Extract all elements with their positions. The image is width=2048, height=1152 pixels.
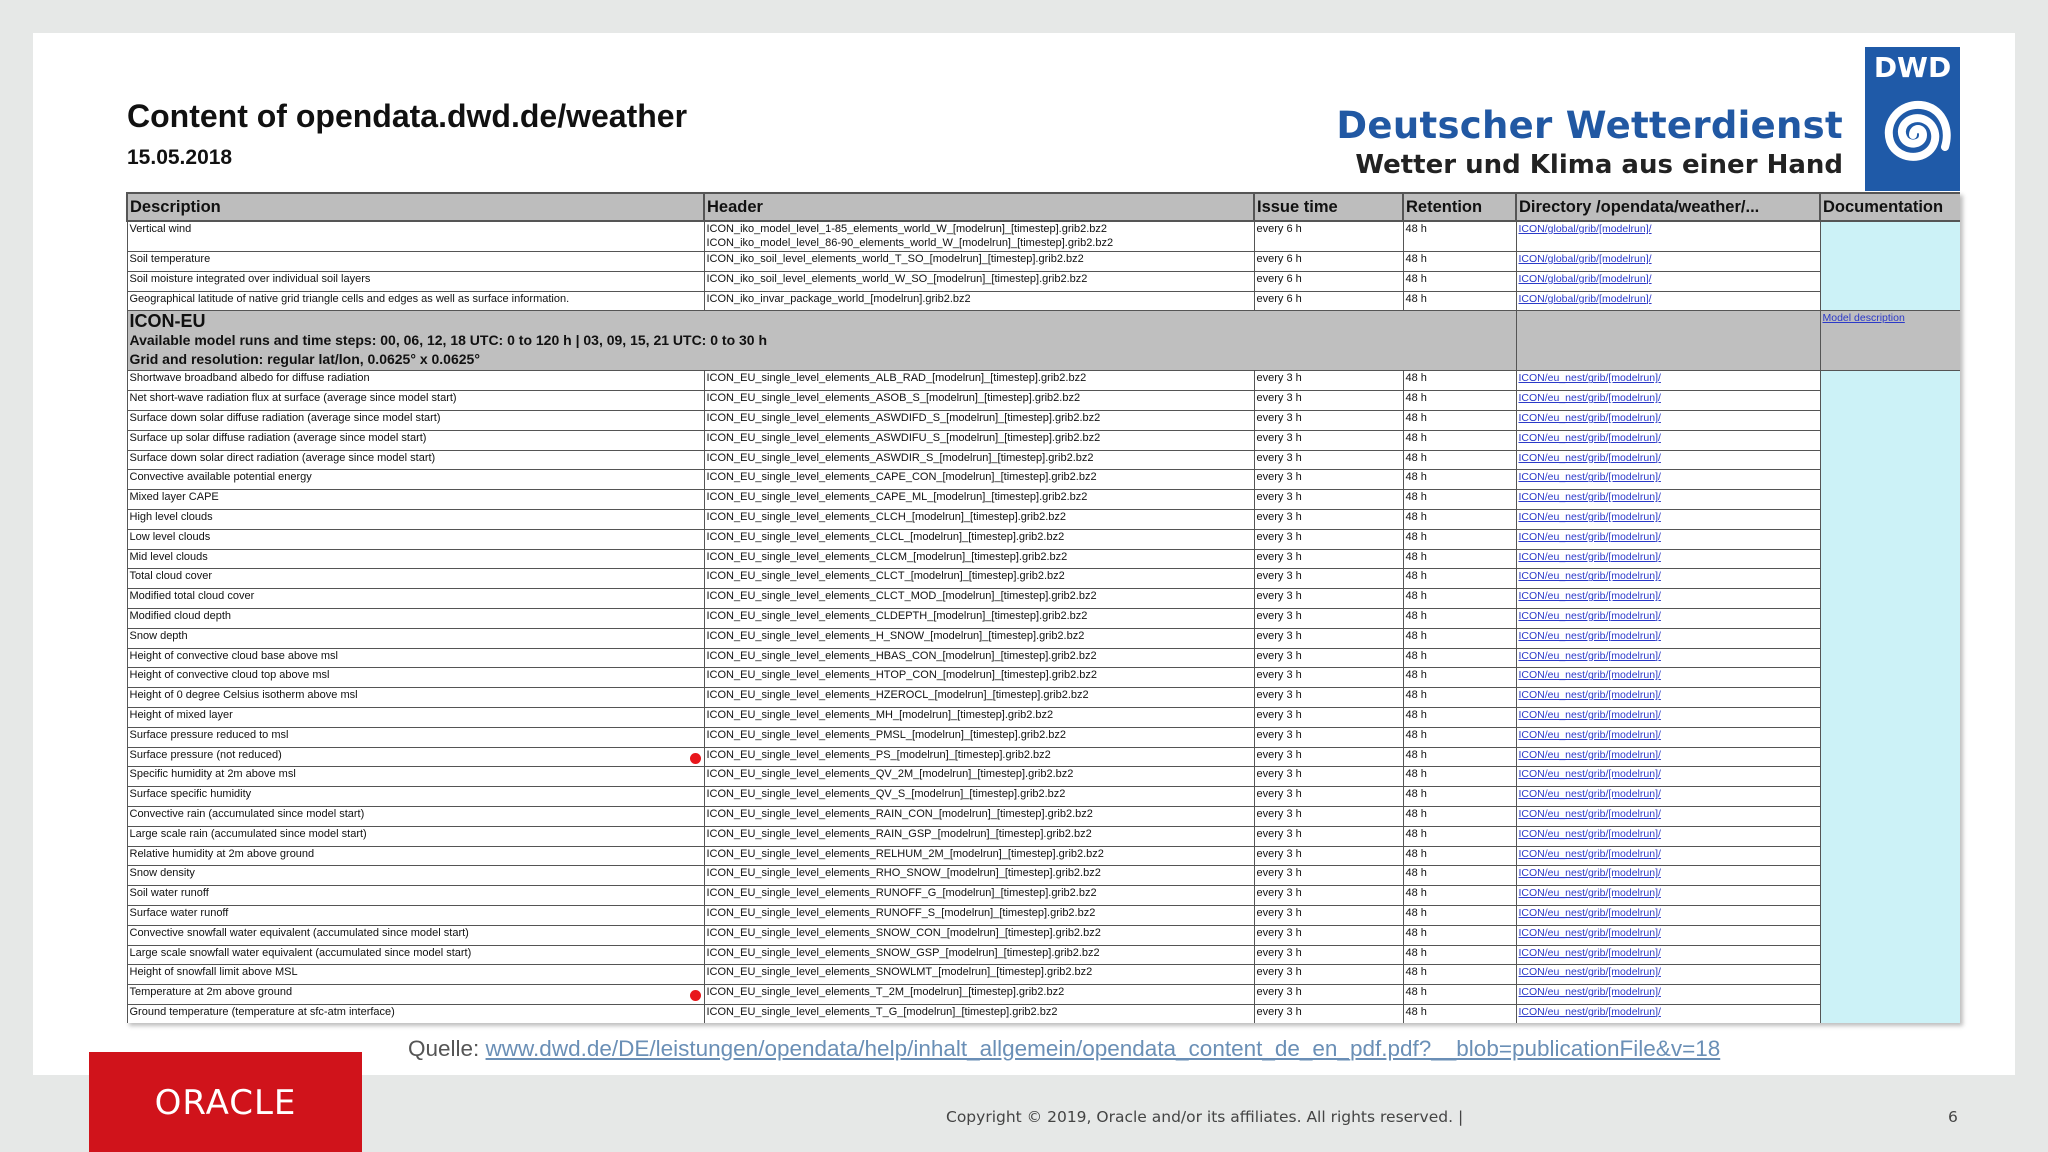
row-header-text: ICON_iko_soil_level_elements_world_T_SO_[modelrun]_[timestep].grib2.bz2	[706, 253, 1084, 265]
row-description: Height of mixed layer	[127, 707, 704, 727]
row-header	[704, 391, 1254, 411]
row-issue-time: every 6 h	[1254, 271, 1403, 291]
table-row	[127, 925, 1960, 945]
row-issue-time: every 3 h	[1254, 826, 1403, 846]
row-issue-time: every 3 h	[1254, 727, 1403, 747]
row-description: Soil moisture integrated over individual soil layers	[127, 271, 704, 291]
row-issue-time: every 3 h	[1254, 668, 1403, 688]
row-header-text: ICON_EU_single_level_elements_ALB_RAD_[modelrun]_[timestep].grib2.bz2	[706, 372, 1087, 385]
content-table	[126, 192, 1960, 1023]
row-header	[704, 529, 1254, 549]
row-description: Large scale rain (accumulated since model start)	[127, 826, 704, 846]
source-link[interactable]: www.dwd.de/DE/leistungen/opendata/help/inhalt_allgemein/opendata_content_de_en_pdf.pdf?__blob=publicationFile&v=18	[485, 1036, 1721, 1061]
row-header	[704, 707, 1254, 727]
table-row	[127, 509, 1960, 529]
row-description: Soil water runoff	[127, 886, 704, 906]
row-header-text: ICON_EU_single_level_elements_HBAS_CON_[modelrun]_[timestep].grib2.bz2	[706, 649, 1097, 662]
row-header-text: ICON_EU_single_level_elements_RUNOFF_G_[modelrun]_[timestep].grib2.bz2	[706, 887, 1097, 900]
table-row	[127, 589, 1960, 609]
swirl-icon	[1865, 47, 1960, 191]
table-row	[127, 450, 1960, 470]
row-header	[704, 569, 1254, 589]
table-row	[127, 787, 1960, 807]
row-header-text: ICON_EU_single_level_elements_RAIN_CON_[modelrun]_[timestep].grib2.bz2	[706, 807, 1093, 820]
row-directory-link[interactable]: ICON/eu_nest/grib/[modelrun]/	[1516, 925, 1820, 945]
row-description: Temperature at 2m above ground	[127, 985, 704, 1005]
row-description: Low level clouds	[127, 529, 704, 549]
row-retention: 48 h	[1403, 985, 1516, 1005]
row-retention: 48 h	[1403, 470, 1516, 490]
row-description: Soil temperature	[127, 252, 704, 272]
dwd-tagline: Wetter und Klima aus einer Hand	[1355, 150, 1843, 180]
table-row	[127, 727, 1960, 747]
col-header-header: Header	[704, 193, 1254, 221]
row-header-text: ICON_EU_single_level_elements_CAPE_ML_[modelrun]_[timestep].grib2.bz2	[706, 491, 1088, 504]
page-title: Content of opendata.dwd.de/weather	[127, 98, 688, 134]
row-header-text: ICON_EU_single_level_elements_SNOW_CON_[modelrun]_[timestep].grib2.bz2	[706, 926, 1101, 939]
row-retention: 48 h	[1403, 905, 1516, 925]
table-row	[127, 391, 1960, 411]
row-description: Height of 0 degree Celsius isotherm above msl	[127, 688, 704, 708]
row-directory-link[interactable]: ICON/eu_nest/grib/[modelrun]/	[1516, 668, 1820, 688]
row-directory-link[interactable]: ICON/eu_nest/grib/[modelrun]/	[1516, 846, 1820, 866]
row-directory-link[interactable]: ICON/eu_nest/grib/[modelrun]/	[1516, 886, 1820, 906]
row-retention: 48 h	[1403, 648, 1516, 668]
table-row	[127, 648, 1960, 668]
row-header-text: ICON_EU_single_level_elements_T_2M_[modelrun]_[timestep].grib2.bz2	[706, 986, 1065, 999]
dwd-logo	[1865, 47, 1960, 191]
row-description: Relative humidity at 2m above ground	[127, 846, 704, 866]
row-retention: 48 h	[1403, 727, 1516, 747]
row-directory-link[interactable]: ICON/eu_nest/grib/[modelrun]/	[1516, 806, 1820, 826]
row-issue-time: every 3 h	[1254, 608, 1403, 628]
row-header	[704, 252, 1254, 272]
row-header-text: ICON_iko_soil_level_elements_world_W_SO_[modelrun]_[timestep].grib2.bz2	[706, 272, 1088, 285]
row-header-text: ICON_EU_single_level_elements_H_SNOW_[modelrun]_[timestep].grib2.bz2	[706, 629, 1085, 642]
row-header	[704, 985, 1254, 1005]
row-issue-time: every 3 h	[1254, 648, 1403, 668]
row-header	[704, 727, 1254, 747]
row-retention: 48 h	[1403, 866, 1516, 886]
row-retention: 48 h	[1403, 628, 1516, 648]
table-row	[127, 905, 1960, 925]
row-header-text: ICON_EU_single_level_elements_RHO_SNOW_[modelrun]_[timestep].grib2.bz2	[706, 867, 1101, 880]
table-row	[127, 549, 1960, 569]
row-issue-time: every 3 h	[1254, 589, 1403, 609]
row-header-text: ICON_EU_single_level_elements_CLCT_[modelrun]_[timestep].grib2.bz2	[706, 570, 1065, 583]
row-directory-link[interactable]: ICON/eu_nest/grib/[modelrun]/	[1516, 529, 1820, 549]
dwd-name: Deutscher Wetterdienst	[1336, 104, 1843, 147]
row-header	[704, 549, 1254, 569]
row-retention: 48 h	[1403, 608, 1516, 628]
col-header-documentation: Documentation	[1820, 193, 1960, 221]
table-row	[127, 747, 1960, 767]
row-retention: 48 h	[1403, 965, 1516, 985]
row-issue-time: every 3 h	[1254, 747, 1403, 767]
table-row	[127, 410, 1960, 430]
row-retention: 48 h	[1403, 589, 1516, 609]
row-header-text: ICON_EU_single_level_elements_SNOWLMT_[modelrun]_[timestep].grib2.bz2	[706, 966, 1093, 979]
section-row	[127, 311, 1960, 371]
table-row	[127, 846, 1960, 866]
table-row	[127, 371, 1960, 391]
row-header-text: ICON_EU_single_level_elements_PMSL_[modelrun]_[timestep].grib2.bz2	[706, 728, 1067, 741]
row-header-text: ICON_EU_single_level_elements_RELHUM_2M_[modelrun]_[timestep].grib2.bz2	[706, 847, 1104, 860]
oracle-logo-box	[89, 1052, 362, 1152]
col-header-issue-time: Issue time	[1254, 193, 1403, 221]
table-row	[127, 1004, 1960, 1023]
table-row	[127, 430, 1960, 450]
row-header-text: ICON_EU_single_level_elements_ASWDIR_S_[modelrun]_[timestep].grib2.bz2	[706, 451, 1094, 464]
row-header	[704, 826, 1254, 846]
row-retention: 48 h	[1403, 430, 1516, 450]
row-issue-time: every 3 h	[1254, 905, 1403, 925]
row-header-text: ICON_EU_single_level_elements_ASWDIFU_S_[modelrun]_[timestep].grib2.bz2	[706, 431, 1101, 444]
row-directory-link[interactable]: ICON/eu_nest/grib/[modelrun]/	[1516, 391, 1820, 411]
row-description: High level clouds	[127, 509, 704, 529]
row-issue-time: every 6 h	[1254, 291, 1403, 311]
row-header	[704, 886, 1254, 906]
row-retention: 48 h	[1403, 707, 1516, 727]
table-row	[127, 886, 1960, 906]
row-issue-time: every 6 h	[1254, 252, 1403, 272]
row-header-text: ICON_EU_single_level_elements_T_G_[modelrun]_[timestep].grib2.bz2	[706, 1005, 1058, 1018]
row-directory-link[interactable]: ICON/eu_nest/grib/[modelrun]/	[1516, 608, 1820, 628]
row-retention: 48 h	[1403, 450, 1516, 470]
row-issue-time: every 3 h	[1254, 806, 1403, 826]
table-row	[127, 291, 1960, 311]
row-header-text: ICON_EU_single_level_elements_ASWDIFD_S_[modelrun]_[timestep].grib2.bz2	[706, 411, 1101, 424]
red-marker-icon	[690, 990, 701, 1001]
row-issue-time: every 3 h	[1254, 549, 1403, 569]
row-header	[704, 1004, 1254, 1023]
row-header	[704, 271, 1254, 291]
row-directory-link[interactable]: ICON/eu_nest/grib/[modelrun]/	[1516, 450, 1820, 470]
row-issue-time: every 3 h	[1254, 490, 1403, 510]
row-header-text: ICON_EU_single_level_elements_RAIN_GSP_[modelrun]_[timestep].grib2.bz2	[706, 827, 1092, 840]
row-description: Net short-wave radiation flux at surface (average since model start)	[127, 391, 704, 411]
row-issue-time: every 3 h	[1254, 965, 1403, 985]
row-header-text: ICON_EU_single_level_elements_SNOW_GSP_[modelrun]_[timestep].grib2.bz2	[706, 946, 1100, 959]
table-row	[127, 767, 1960, 787]
row-description: Convective available potential energy	[127, 470, 704, 490]
row-description: Ground temperature (temperature at sfc-atm interface)	[127, 1004, 704, 1023]
row-header	[704, 490, 1254, 510]
document-date: 15.05.2018	[127, 146, 233, 169]
row-directory-link[interactable]: ICON/eu_nest/grib/[modelrun]/	[1516, 707, 1820, 727]
row-description: Surface water runoff	[127, 905, 704, 925]
oracle-logo: ORACLE	[154, 1083, 297, 1123]
table-row	[127, 271, 1960, 291]
row-retention: 48 h	[1403, 529, 1516, 549]
row-header-text: ICON_EU_single_level_elements_CAPE_CON_[modelrun]_[timestep].grib2.bz2	[706, 471, 1097, 484]
row-issue-time: every 3 h	[1254, 886, 1403, 906]
row-directory-link[interactable]: ICON/eu_nest/grib/[modelrun]/	[1516, 371, 1820, 391]
icon-eu-section	[127, 311, 1960, 371]
row-header	[704, 589, 1254, 609]
row-header	[704, 608, 1254, 628]
row-description: Surface pressure (not reduced)	[127, 747, 704, 767]
table-row	[127, 945, 1960, 965]
row-description: Surface down solar direct radiation (average since model start)	[127, 450, 704, 470]
row-retention: 48 h	[1403, 490, 1516, 510]
row-header-text: ICON_EU_single_level_elements_CLCL_[modelrun]_[timestep].grib2.bz2	[706, 530, 1065, 543]
row-directory-link[interactable]: ICON/eu_nest/grib/[modelrun]/	[1516, 509, 1820, 529]
row-description: Snow depth	[127, 628, 704, 648]
row-issue-time: every 3 h	[1254, 767, 1403, 787]
content-table-wrapper	[126, 192, 1960, 1023]
red-marker-icon	[690, 753, 701, 764]
dwd-logo-text: DWD	[1873, 51, 1952, 84]
row-directory-link[interactable]: ICON/global/grib/[modelrun]/	[1516, 291, 1820, 311]
row-issue-time: every 3 h	[1254, 569, 1403, 589]
row-retention: 48 h	[1403, 271, 1516, 291]
row-retention: 48 h	[1403, 747, 1516, 767]
row-header	[704, 846, 1254, 866]
row-retention: 48 h	[1403, 826, 1516, 846]
row-retention: 48 h	[1403, 371, 1516, 391]
model-description-link[interactable]: Model description	[1820, 311, 1960, 371]
row-description: Convective rain (accumulated since model start)	[127, 806, 704, 826]
row-directory-link[interactable]: ICON/eu_nest/grib/[modelrun]/	[1516, 1004, 1820, 1023]
table-row	[127, 806, 1960, 826]
row-header-text: ICON_EU_single_level_elements_CLCT_MOD_[modelrun]_[timestep].grib2.bz2	[706, 590, 1097, 603]
row-issue-time: every 3 h	[1254, 450, 1403, 470]
row-directory-link[interactable]: ICON/eu_nest/grib/[modelrun]/	[1516, 747, 1820, 767]
row-description: Specific humidity at 2m above msl	[127, 767, 704, 787]
row-description: Large scale snowfall water equivalent (accumulated since model start)	[127, 945, 704, 965]
table-row	[127, 826, 1960, 846]
row-description: Height of snowfall limit above MSL	[127, 965, 704, 985]
col-header-retention: Retention	[1403, 193, 1516, 221]
row-header	[704, 905, 1254, 925]
row-header	[704, 688, 1254, 708]
row-header-text: ICON_EU_single_level_elements_CLCM_[modelrun]_[timestep].grib2.bz2	[706, 550, 1068, 563]
row-directory-link[interactable]: ICON/eu_nest/grib/[modelrun]/	[1516, 490, 1820, 510]
source-citation	[408, 1036, 1720, 1062]
row-description: Shortwave broadband albedo for diffuse radiation	[127, 371, 704, 391]
row-directory-link[interactable]: ICON/eu_nest/grib/[modelrun]/	[1516, 648, 1820, 668]
row-header	[704, 410, 1254, 430]
row-directory-link[interactable]: ICON/eu_nest/grib/[modelrun]/	[1516, 767, 1820, 787]
row-directory-link[interactable]: ICON/global/grib/[modelrun]/	[1516, 271, 1820, 291]
copyright-text: Copyright © 2019, Oracle and/or its affiliates. All rights reserved. |	[946, 1108, 1464, 1126]
source-label: Quelle:	[408, 1036, 486, 1061]
global-rows	[127, 221, 1960, 311]
row-description: Mid level clouds	[127, 549, 704, 569]
table-row	[127, 866, 1960, 886]
row-description: Surface up solar diffuse radiation (average since model start)	[127, 430, 704, 450]
row-directory-link[interactable]: ICON/global/grib/[modelrun]/	[1516, 221, 1820, 252]
row-description: Geographical latitude of native grid triangle cells and edges as well as surface information.	[127, 291, 704, 311]
row-retention: 48 h	[1403, 886, 1516, 906]
row-description: Surface down solar diffuse radiation (average since model start)	[127, 410, 704, 430]
row-directory-link[interactable]: ICON/eu_nest/grib/[modelrun]/	[1516, 945, 1820, 965]
table-row	[127, 707, 1960, 727]
row-directory-link[interactable]: ICON/eu_nest/grib/[modelrun]/	[1516, 470, 1820, 490]
table-row	[127, 470, 1960, 490]
section-grid: Grid and resolution: regular lat/lon, 0.0625° x 0.0625°	[129, 351, 480, 368]
row-issue-time: every 3 h	[1254, 707, 1403, 727]
row-header	[704, 470, 1254, 490]
row-retention: 48 h	[1403, 549, 1516, 569]
row-header	[704, 787, 1254, 807]
table-row	[127, 221, 1960, 252]
row-header	[704, 221, 1254, 252]
table-row	[127, 569, 1960, 589]
row-directory-link[interactable]: ICON/eu_nest/grib/[modelrun]/	[1516, 410, 1820, 430]
row-header	[704, 925, 1254, 945]
section-directory-cell	[1516, 311, 1820, 371]
row-documentation	[1820, 371, 1960, 1023]
table-row	[127, 490, 1960, 510]
row-header	[704, 866, 1254, 886]
row-retention: 48 h	[1403, 410, 1516, 430]
row-description: Height of convective cloud base above msl	[127, 648, 704, 668]
row-directory-link[interactable]: ICON/global/grib/[modelrun]/	[1516, 252, 1820, 272]
row-directory-link[interactable]: ICON/eu_nest/grib/[modelrun]/	[1516, 430, 1820, 450]
row-header	[704, 965, 1254, 985]
row-issue-time: every 3 h	[1254, 846, 1403, 866]
row-issue-time: every 3 h	[1254, 391, 1403, 411]
section-info	[127, 311, 1516, 371]
table-row	[127, 965, 1960, 985]
row-issue-time: every 3 h	[1254, 925, 1403, 945]
row-header-text: ICON_EU_single_level_elements_QV_S_[modelrun]_[timestep].grib2.bz2	[706, 788, 1066, 801]
row-header-text: ICON_iko_invar_package_world_[modelrun].grib2.bz2	[706, 292, 971, 305]
row-retention: 48 h	[1403, 569, 1516, 589]
row-documentation	[1820, 221, 1960, 311]
row-description: Surface pressure reduced to msl	[127, 727, 704, 747]
row-directory-link[interactable]: ICON/eu_nest/grib/[modelrun]/	[1516, 549, 1820, 569]
table-row	[127, 608, 1960, 628]
row-header	[704, 509, 1254, 529]
row-description: Modified cloud depth	[127, 608, 704, 628]
row-header-text: ICON_iko_model_level_1-85_elements_world_W_[modelrun]_[timestep].grib2.bz2	[706, 223, 1107, 235]
row-directory-link[interactable]: ICON/eu_nest/grib/[modelrun]/	[1516, 826, 1820, 846]
row-header-text: ICON_EU_single_level_elements_HTOP_CON_[modelrun]_[timestep].grib2.bz2	[706, 669, 1097, 682]
row-directory-link[interactable]: ICON/eu_nest/grib/[modelrun]/	[1516, 985, 1820, 1005]
row-header	[704, 371, 1254, 391]
row-retention: 48 h	[1403, 221, 1516, 252]
row-description: Convective snowfall water equivalent (accumulated since model start)	[127, 925, 704, 945]
icon-eu-rows	[127, 371, 1960, 1023]
row-issue-time: every 6 h	[1254, 221, 1403, 252]
table-header-row	[127, 193, 1960, 221]
row-header	[704, 747, 1254, 767]
row-header-text: ICON_EU_single_level_elements_CLDEPTH_[modelrun]_[timestep].grib2.bz2	[706, 609, 1088, 622]
row-header-text: ICON_EU_single_level_elements_CLCH_[modelrun]_[timestep].grib2.bz2	[706, 510, 1067, 523]
row-description: Total cloud cover	[127, 569, 704, 589]
row-header	[704, 806, 1254, 826]
row-header	[704, 767, 1254, 787]
col-header-directory: Directory /opendata/weather/...	[1516, 193, 1820, 221]
table-row	[127, 529, 1960, 549]
row-issue-time: every 3 h	[1254, 371, 1403, 391]
table-row	[127, 628, 1960, 648]
row-description: Vertical wind	[127, 221, 704, 252]
col-header-description: Description	[127, 193, 704, 221]
row-retention: 48 h	[1403, 945, 1516, 965]
row-retention: 48 h	[1403, 688, 1516, 708]
row-directory-link[interactable]: ICON/eu_nest/grib/[modelrun]/	[1516, 905, 1820, 925]
row-retention: 48 h	[1403, 509, 1516, 529]
table-row	[127, 668, 1960, 688]
row-issue-time: every 3 h	[1254, 628, 1403, 648]
row-directory-link[interactable]: ICON/eu_nest/grib/[modelrun]/	[1516, 569, 1820, 589]
row-issue-time: every 3 h	[1254, 410, 1403, 430]
row-header	[704, 668, 1254, 688]
row-description: Surface specific humidity	[127, 787, 704, 807]
row-directory-link[interactable]: ICON/eu_nest/grib/[modelrun]/	[1516, 727, 1820, 747]
row-directory-link[interactable]: ICON/eu_nest/grib/[modelrun]/	[1516, 628, 1820, 648]
row-issue-time: every 3 h	[1254, 787, 1403, 807]
row-issue-time: every 3 h	[1254, 688, 1403, 708]
row-header	[704, 628, 1254, 648]
row-header-text: ICON_EU_single_level_elements_HZEROCL_[modelrun]_[timestep].grib2.bz2	[706, 689, 1089, 702]
row-header-text: ICON_EU_single_level_elements_PS_[modelrun]_[timestep].grib2.bz2	[706, 748, 1051, 761]
row-directory-link[interactable]: ICON/eu_nest/grib/[modelrun]/	[1516, 866, 1820, 886]
row-header	[704, 291, 1254, 311]
row-description: Height of convective cloud top above msl	[127, 668, 704, 688]
row-issue-time: every 3 h	[1254, 430, 1403, 450]
table-row	[127, 688, 1960, 708]
row-directory-link[interactable]: ICON/eu_nest/grib/[modelrun]/	[1516, 589, 1820, 609]
row-description: Modified total cloud cover	[127, 589, 704, 609]
row-retention: 48 h	[1403, 252, 1516, 272]
row-retention: 48 h	[1403, 806, 1516, 826]
section-title: ICON-EU	[129, 311, 206, 332]
row-issue-time: every 3 h	[1254, 866, 1403, 886]
row-retention: 48 h	[1403, 668, 1516, 688]
row-header	[704, 430, 1254, 450]
row-retention: 48 h	[1403, 291, 1516, 311]
row-header	[704, 648, 1254, 668]
row-header	[704, 450, 1254, 470]
row-retention: 48 h	[1403, 846, 1516, 866]
row-issue-time: every 3 h	[1254, 470, 1403, 490]
row-header-text: ICON_EU_single_level_elements_RUNOFF_S_[modelrun]_[timestep].grib2.bz2	[706, 906, 1096, 919]
row-description: Snow density	[127, 866, 704, 886]
section-runs: Available model runs and time steps: 00, 06, 12, 18 UTC: 0 to 120 h | 03, 09, 15, 21 UTC: 0 to 30 h	[129, 332, 768, 349]
row-issue-time: every 3 h	[1254, 509, 1403, 529]
row-directory-link[interactable]: ICON/eu_nest/grib/[modelrun]/	[1516, 787, 1820, 807]
row-header	[704, 945, 1254, 965]
row-directory-link[interactable]: ICON/eu_nest/grib/[modelrun]/	[1516, 965, 1820, 985]
page-number: 6	[1948, 1108, 1958, 1126]
row-issue-time: every 3 h	[1254, 985, 1403, 1005]
row-retention: 48 h	[1403, 925, 1516, 945]
row-issue-time: every 3 h	[1254, 1004, 1403, 1023]
row-retention: 48 h	[1403, 767, 1516, 787]
row-retention: 48 h	[1403, 391, 1516, 411]
row-header-text-2: ICON_iko_model_level_86-90_elements_world_W_[modelrun]_[timestep].grib2.bz2	[706, 237, 1114, 249]
row-directory-link[interactable]: ICON/eu_nest/grib/[modelrun]/	[1516, 688, 1820, 708]
row-issue-time: every 3 h	[1254, 529, 1403, 549]
row-header-text: ICON_EU_single_level_elements_QV_2M_[modelrun]_[timestep].grib2.bz2	[706, 768, 1074, 781]
row-header-text: ICON_EU_single_level_elements_ASOB_S_[modelrun]_[timestep].grib2.bz2	[706, 392, 1081, 405]
row-header-text: ICON_EU_single_level_elements_MH_[modelrun]_[timestep].grib2.bz2	[706, 708, 1054, 721]
table-row	[127, 252, 1960, 272]
row-description: Mixed layer CAPE	[127, 490, 704, 510]
row-retention: 48 h	[1403, 787, 1516, 807]
row-retention: 48 h	[1403, 1004, 1516, 1023]
table-row	[127, 985, 1960, 1005]
row-issue-time: every 3 h	[1254, 945, 1403, 965]
